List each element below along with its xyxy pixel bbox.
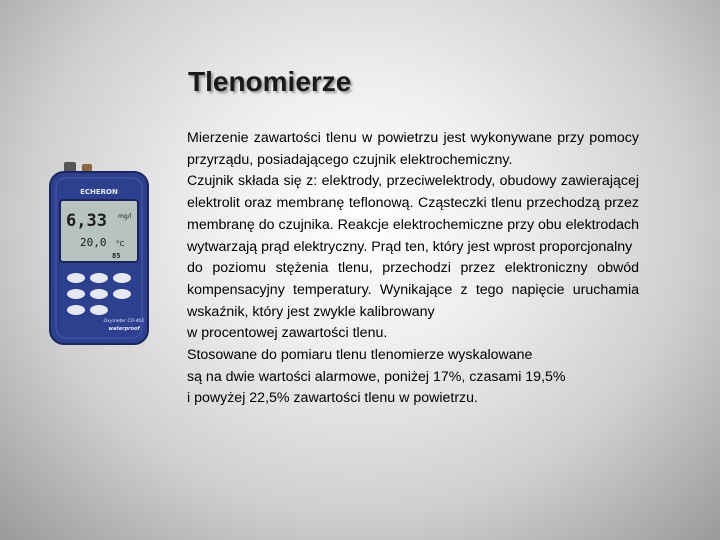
screen-reading-main: 6,33 [66, 211, 107, 231]
device-button [67, 289, 85, 299]
device-button [67, 273, 85, 283]
device-button [90, 289, 108, 299]
slide-title: Tlenomierze [188, 66, 352, 97]
paragraph-2: Czujnik składa się z: elektrody, przeciwelektrody, obudowy zawierającej elektrolit oraz membranę teflonową. Cząsteczki tlenu przechodzą przez membranę do czujnika. Reakcje elektrochemiczne przy obu elektrodach wytwarzają prąd elektryczny. Prąd ten, który jest wprost proporcjonalny [187, 173, 639, 255]
device-tagline: waterproof [108, 326, 140, 332]
paragraph-1: Mierzenie zawartości tlenu w powietrzu jest wykonywane przy pomocy przyrządu, posiadającego czujnik elektrochemiczny. [187, 130, 639, 168]
device-brand: ECHERON [80, 188, 118, 196]
screen-unit-secondary: °C [116, 240, 125, 248]
device-button [90, 273, 108, 283]
device-screen [60, 200, 138, 262]
paragraph-3: do poziomu stężenia tlenu, przechodzi przez elektroniczny obwód kompensacyjny temperatury. Wynikające z tego napięcie uruchamia wskaźnik, który jest zwykle kalibrowany [187, 260, 639, 320]
paragraph-4: w procentowej zawartości tlenu. [187, 325, 388, 342]
paragraph-5: Stosowane do pomiaru tlenu tlenomierze wyskalowane [187, 347, 533, 364]
device-button [113, 289, 131, 299]
oxygen-meter-photo [42, 160, 158, 346]
body-text [187, 128, 639, 410]
screen-reading-small: 85 [112, 252, 121, 260]
screen-unit-main: mg/l [118, 213, 132, 220]
device-button [67, 305, 85, 315]
device-button [90, 305, 108, 315]
paragraph-7: i powyżej 22,5% zawartości tlenu w powietrzu. [187, 390, 478, 407]
device-button [113, 273, 131, 283]
paragraph-6: są na dwie wartości alarmowe, poniżej 17%, czasami 19,5% [187, 368, 566, 385]
screen-reading-secondary: 20,0 [80, 236, 107, 249]
device-model: Oxymeter CO-401 [103, 319, 145, 324]
